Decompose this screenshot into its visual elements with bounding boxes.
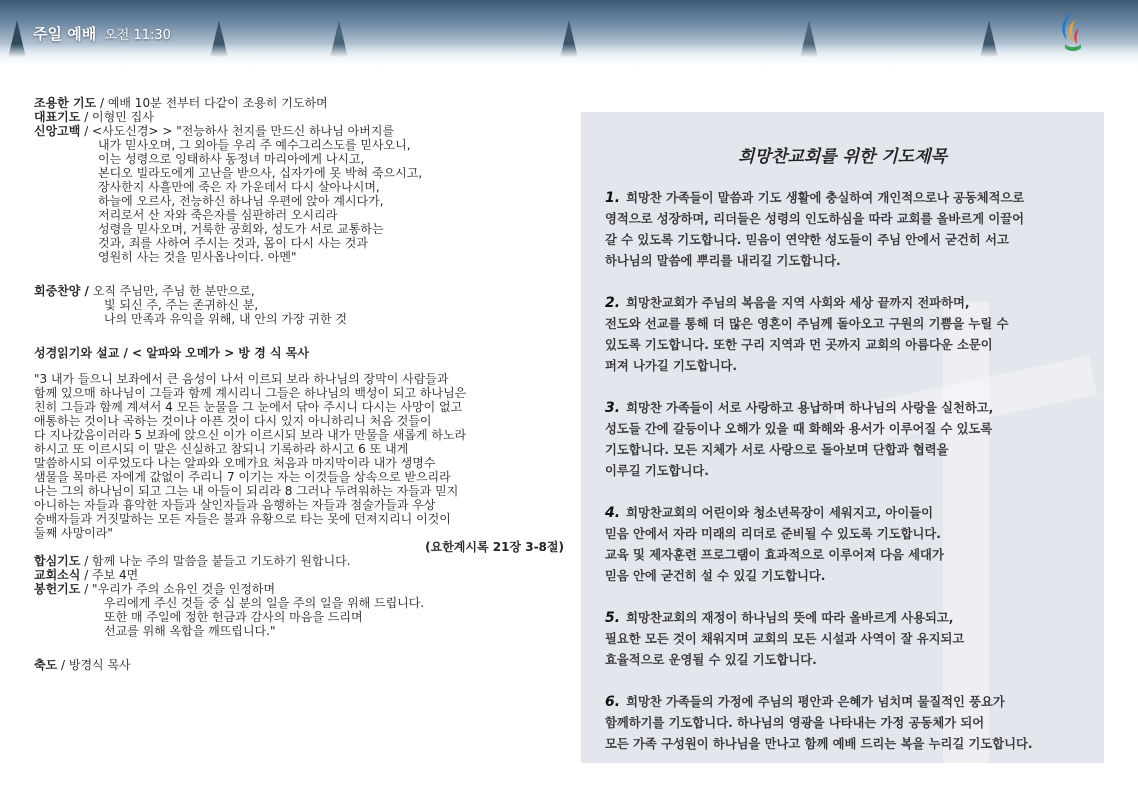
hymn-label: 회중찬양 / [34, 284, 89, 298]
prayer-topic-line: 희망찬 가족들의 가정에 주님의 평안과 은혜가 넘치며 물질적인 풍요가 [626, 695, 1005, 709]
snow-ground [0, 44, 1138, 66]
hymn-line: 오직 주님만, 주님 한 분만으로, [88, 284, 255, 298]
service-title [33, 23, 171, 44]
prayer-topic-number: 2. [605, 295, 621, 311]
header-banner [0, 0, 1138, 66]
unison-prayer-label: 합심기도 [34, 554, 81, 568]
prayer-topic-line: 희망찬교회의 어린이와 청소년목장이 세워지고, 아이들이 [626, 506, 933, 520]
creed-line: 내가 믿사오며, 그 외아들 우리 주 예수그리스도를 믿사오니, [98, 138, 411, 152]
hymn-line: 빛 되신 주, 주는 존귀하신 분, [104, 298, 259, 312]
prayer-topic-line: 모든 가족 구성원이 하나님을 만나고 함께 예배 드리는 복을 누리길 기도합니다. [605, 737, 1033, 751]
sermon-heading: 성경읽기와 설교 / < 알파와 오메가 > 방 경 식 목사 [34, 346, 309, 360]
creed-label: 신앙고백 [34, 124, 81, 138]
congregational-hymn [34, 284, 564, 326]
prayer-topic-line: 필요한 모든 것이 채워지며 교회의 모든 시설과 사역이 잘 유지되고 [605, 632, 965, 646]
prayer-topic-line: 믿음 안에서 자라 미래의 리더로 준비될 수 있도록 기도합니다. [605, 527, 941, 541]
creed-line: / <사도신경> > "전능하사 천지를 만드신 하나님 아버지를 [80, 124, 395, 138]
prayer-topic-line: 이루길 기도합니다. [605, 464, 709, 478]
creed-line: 하늘에 오르사, 전능하신 하나님 우편에 앉아 계시다가, [98, 194, 384, 208]
creed-line: 이는 성령으로 잉태하사 동정녀 마리아에게 나시고, [98, 152, 365, 166]
church-logo-icon [1055, 10, 1085, 56]
benediction [34, 658, 564, 672]
scripture-line: 나는 그의 하나님이 되고 그는 내 아들이 되리라 8 그러나 두려워하는 자들과 믿지 [34, 484, 459, 498]
prayer-topic-line: 희망찬교회의 재정이 하나님의 뜻에 따라 올바르게 사용되고, [626, 611, 954, 625]
prayer-topic-number: 5. [605, 610, 621, 626]
prayer-topic [605, 398, 1095, 482]
church-news [34, 568, 564, 582]
church-news-text: / 주보 4면 [80, 568, 139, 582]
unison-prayer-text: / 함께 나눈 주의 말씀을 붙들고 기도하기 원합니다. [80, 554, 351, 568]
creed-line: 성령을 믿사오며, 거룩한 공회와, 성도가 서로 교통하는 [98, 222, 384, 236]
prayer-topic-line: 기도합니다. 모든 지체가 서로 사랑으로 돌아보며 단합과 협력을 [605, 443, 949, 457]
service-name: 주일 예배 [33, 25, 97, 43]
prayer-topic-line: 희망찬 가족들이 서로 사랑하고 용납하며 하나님의 사랑을 실천하고, [626, 401, 994, 415]
order-of-worship [34, 96, 564, 672]
prayer-topic [605, 503, 1095, 587]
prayer-topics-title: 희망찬교회를 위한 기도제목 [738, 147, 947, 167]
scripture-line: 숭배자들과 거짓말하는 모든 자들은 불과 유황으로 타는 못에 던져지리니 이것이 [34, 512, 451, 526]
scripture-line: 둘째 사망이라" [34, 526, 113, 540]
scripture-passage [34, 372, 564, 540]
church-news-label: 교회소식 [34, 568, 81, 582]
offering-line: 우리에게 주신 것들 중 십 분의 일을 주의 일을 위해 드립니다. [104, 596, 425, 610]
creed-line: 본디오 빌라도에게 고난을 받으사, 십자가에 못 박혀 죽으시고, [98, 166, 423, 180]
prayer-topic-line: 하나님의 말씀에 뿌리를 내리길 기도합니다. [605, 254, 841, 268]
silent-prayer-text: / 예배 10분 전부터 다같이 조용히 기도하며 [96, 96, 328, 110]
prayer-topics-panel [581, 112, 1104, 763]
scripture-reference: (요한계시록 21장 3-8절) [425, 540, 564, 554]
silent-prayer-label: 조용한 기도 [34, 96, 97, 110]
prayer-topic-line: 효율적으로 운영될 수 있길 기도합니다. [605, 653, 817, 667]
scripture-line: 하시고 또 이르시되 이 말은 신실하고 참되니 기록하라 하시고 6 또 내게 [34, 442, 409, 456]
unison-prayer [34, 554, 564, 568]
offering-line: / "우리가 주의 소유인 것을 인정하며 [80, 582, 276, 596]
offering-line: 선교를 위해 옥합을 깨뜨립니다." [104, 624, 276, 638]
benediction-label: 축도 [34, 658, 58, 672]
offering-prayer [34, 582, 564, 638]
scripture-line: 다 지나갔음이러라 5 보좌에 앉으신 이가 이르시되 보라 내가 만물을 새롭게 하노라 [34, 428, 467, 442]
creed-line: 것과, 죄를 사하여 주시는 것과, 몸이 다시 사는 것과 [98, 236, 368, 250]
silent-prayer [34, 96, 564, 110]
prayer-topic [605, 608, 1095, 671]
prayer-topic-number: 1. [605, 190, 621, 206]
prayer-topic-line: 믿음 안에 굳건히 설 수 있길 기도합니다. [605, 569, 826, 583]
prayer-topic-line: 갈 수 있도록 기도합니다. 믿음이 연약한 성도들이 주님 안에서 굳건히 서고 [605, 233, 1009, 247]
prayer-topic-line: 있도록 기도합니다. 또한 구리 지역과 먼 곳까지 교회의 아름다운 소문이 [605, 338, 993, 352]
prayer-topic-line: 퍼져 나가길 기도합니다. [605, 359, 738, 373]
prayer-topic [605, 188, 1095, 272]
prayer-topic-line: 희망찬 가족들이 말씀과 기도 생활에 충실하여 개인적으로나 공동체적으로 [626, 191, 1025, 205]
apostles-creed [34, 124, 564, 264]
offering-label: 봉헌기도 [34, 582, 81, 596]
prayer-topic [605, 293, 1095, 377]
prayer-topic-line: 성도들 간에 갈등이나 오해가 있을 때 화해와 용서가 이루어질 수 있도록 [605, 422, 993, 436]
prayer-topic [605, 692, 1095, 755]
prayer-topic-line: 전도와 선교를 통해 더 많은 영혼이 주님께 돌아오고 구원의 기쁨을 누릴 수 [605, 317, 1009, 331]
creed-line: 영원히 사는 것을 믿사옵나이다. 아멘" [98, 250, 297, 264]
service-time: 오전 11:30 [104, 28, 171, 43]
scripture-line: 말씀하시되 이루었도다 나는 알파와 오메가요 처음과 마지막이라 내가 생명수 [34, 456, 436, 470]
prayer-topic-number: 6. [605, 694, 621, 710]
scripture-line: 함께 있으매 하나님이 그들과 함께 계시리니 그들은 하나님의 백성이 되고 하나님은 [34, 386, 467, 400]
offering-line: 또한 매 주일에 정한 헌금과 감사의 마음을 드리며 [104, 610, 363, 624]
scripture-line: "3 내가 들으니 보좌에서 큰 음성이 나서 이르되 보라 하나님의 장막이 사람들과 [34, 372, 449, 386]
creed-line: 장사한지 사흘만에 죽은 자 가운데서 다시 살아나시며, [98, 180, 380, 194]
rep-prayer-label: 대표기도 [34, 110, 81, 124]
prayer-topic-line: 희망찬교회가 주님의 복음을 지역 사회와 세상 끝까지 전파하며, [626, 296, 970, 310]
benediction-text: / 방경식 목사 [57, 658, 131, 672]
prayer-topics-list [605, 188, 1095, 763]
prayer-topic-line: 영적으로 성장하며, 리더들은 성령의 인도하심을 따라 교회를 올바르게 이끌어 [605, 212, 1025, 226]
prayer-topic-number: 4. [605, 505, 621, 521]
prayer-topic-number: 3. [605, 400, 621, 416]
scripture-line: 애통하는 것이나 곡하는 것이나 아픈 것이 다시 있지 아니하리니 처음 것들이 [34, 414, 432, 428]
scripture-line: 친히 그들과 함께 계셔서 4 모든 눈물을 그 눈에서 닦아 주시니 다시는 사망이 없고 [34, 400, 463, 414]
representative-prayer [34, 110, 564, 124]
scripture-line: 아니하는 자들과 흉악한 자들과 살인자들과 음행하는 자들과 점술가들과 우상 [34, 498, 436, 512]
prayer-topic-line: 교육 및 제자훈련 프로그램이 효과적으로 이루어져 다음 세대가 [605, 548, 944, 562]
prayer-topic-line: 함께하기를 기도합니다. 하나님의 영광을 나타내는 가정 공동체가 되어 [605, 716, 985, 730]
scripture-line: 샘물을 목마른 자에게 값없이 주리니 7 이기는 자는 이것들을 상속으로 받으리라 [34, 470, 451, 484]
rep-prayer-text: / 이형민 집사 [80, 110, 154, 124]
hymn-line: 나의 만족과 유익을 위해, 내 안의 가장 귀한 것 [104, 312, 347, 326]
creed-line: 저리로서 산 자와 죽은자를 심판하러 오시리라 [98, 208, 338, 222]
